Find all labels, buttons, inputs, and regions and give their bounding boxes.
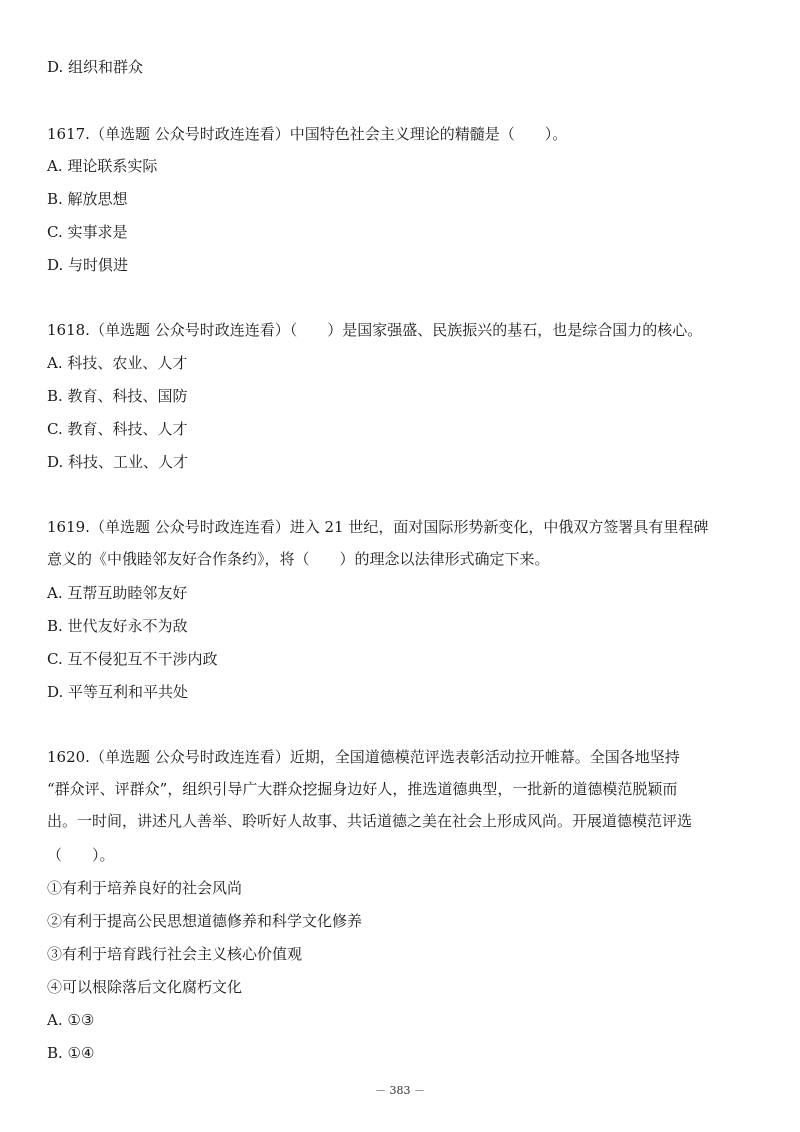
question-1619-option-d: D. 平等互利和平共处 [47,683,189,701]
question-1617-option-c: C. 实事求是 [47,223,128,241]
question-1620-option-a: A. ①③ [47,1011,95,1029]
question-1618-option-a: A. 科技、农业、人才 [47,354,188,372]
question-1618-stem: 1618.（单选题 公众号时政连连看）（ ）是国家强盛、民族振兴的基石，也是综合国力的核心。 [47,321,703,339]
question-1618-option-c: C. 教育、科技、人才 [47,420,188,438]
question-1619-stem-line-2: 意义的《中俄睦邻友好合作条约》，将（ ）的理念以法律形式确定下来。 [47,550,550,568]
question-1617-option-a: A. 理论联系实际 [47,157,158,175]
question-1620-stem-line-3: 出。一时间，讲述凡人善举、聆听好人故事、共话道德之美在社会上形成风尚。开展道德模范评选 [47,812,693,830]
page-number: － 383 － [375,1084,425,1097]
question-1620-statement-3: ③有利于培育践行社会主义核心价值观 [47,945,303,963]
question-1620-statement-4: ④可以根除落后文化腐朽文化 [47,978,243,996]
question-1620-stem-line-1: 1620.（单选题 公众号时政连连看）近期，全国道德模范评选表彰活动拉开帷幕。全国各地坚持 [47,748,680,766]
question-1620-statement-1: ①有利于培养良好的社会风尚 [47,879,243,897]
question-1619-option-b: B. 世代友好永不为敌 [47,617,188,635]
question-1619-option-a: A. 互帮互助睦邻友好 [47,584,188,602]
question-1617-stem: 1617.（单选题 公众号时政连连看）中国特色社会主义理论的精髓是（ ）。 [47,125,568,143]
question-1620-stem-line-2: “群众评、评群众”，组织引导广大群众挖掘身边好人，推选道德典型，一批新的道德模范脱颖而 [47,780,678,798]
question-1618-option-d: D. 科技、工业、人才 [47,453,189,471]
question-1617-option-b: B. 解放思想 [47,190,128,208]
option-d-prev: D. 组织和群众 [47,58,144,76]
question-1620-statement-2: ②有利于提高公民思想道德修养和科学文化修养 [47,912,363,930]
question-1617-option-d: D. 与时俱进 [47,256,129,274]
question-1618-option-b: B. 教育、科技、国防 [47,387,188,405]
question-1620-option-b: B. ①④ [47,1044,95,1062]
question-1620-stem-line-4: （ ）。 [47,846,115,864]
question-1619-stem-line-1: 1619.（单选题 公众号时政连连看）进入 21 世纪，面对国际形势新变化，中俄双方签署具有里程碑 [47,518,709,536]
question-1619-option-c: C. 互不侵犯互不干涉内政 [47,650,218,668]
